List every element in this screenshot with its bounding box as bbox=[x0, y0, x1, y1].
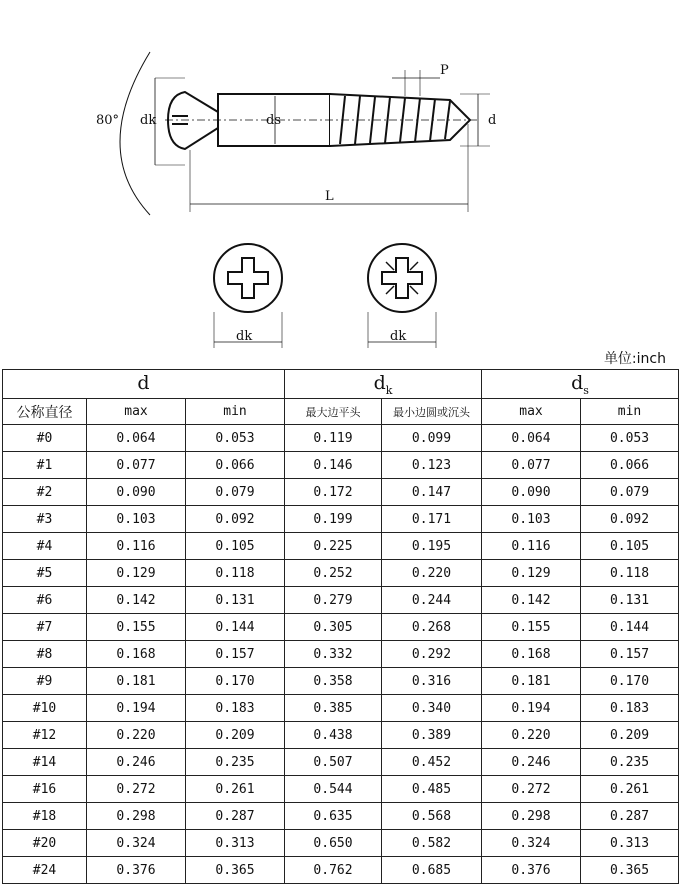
screw-head bbox=[168, 92, 218, 149]
cell-d-max: 0.181 bbox=[87, 668, 186, 695]
cell-d-max: 0.103 bbox=[87, 506, 186, 533]
cell-dk-round: 0.147 bbox=[382, 479, 482, 506]
cell-nominal-diameter: #7 bbox=[3, 614, 87, 641]
cell-d-max: 0.376 bbox=[87, 857, 186, 884]
cell-ds-min: 0.170 bbox=[581, 668, 679, 695]
cell-dk-round: 0.389 bbox=[382, 722, 482, 749]
cell-ds-max: 0.090 bbox=[482, 479, 581, 506]
p-label: P bbox=[440, 63, 449, 78]
cell-dk-round: 0.340 bbox=[382, 695, 482, 722]
cell-d-max: 0.116 bbox=[87, 533, 186, 560]
dk-label-front1: dk bbox=[236, 329, 253, 344]
group-header-d: d bbox=[3, 370, 285, 399]
cell-ds-min: 0.313 bbox=[581, 830, 679, 857]
cell-ds-min: 0.092 bbox=[581, 506, 679, 533]
cell-ds-min: 0.157 bbox=[581, 641, 679, 668]
cell-dk-round: 0.099 bbox=[382, 425, 482, 452]
cell-dk-flat: 0.305 bbox=[285, 614, 382, 641]
group-header-dk: $d_k$ bbox=[285, 370, 482, 399]
cell-nominal-diameter: #9 bbox=[3, 668, 87, 695]
cell-nominal-diameter: #20 bbox=[3, 830, 87, 857]
cell-dk-flat: 0.762 bbox=[285, 857, 382, 884]
cell-d-max: 0.168 bbox=[87, 641, 186, 668]
table-row bbox=[3, 749, 679, 776]
cell-nominal-diameter: #10 bbox=[3, 695, 87, 722]
table-row bbox=[3, 614, 679, 641]
cell-ds-max: 0.324 bbox=[482, 830, 581, 857]
cell-d-min: 0.118 bbox=[186, 560, 285, 587]
cell-ds-min: 0.144 bbox=[581, 614, 679, 641]
cell-nominal-diameter: #0 bbox=[3, 425, 87, 452]
cell-d-min: 0.105 bbox=[186, 533, 285, 560]
table-row bbox=[3, 776, 679, 803]
cell-ds-max: 0.220 bbox=[482, 722, 581, 749]
table-row bbox=[3, 506, 679, 533]
table-row bbox=[3, 695, 679, 722]
cell-dk-round: 0.220 bbox=[382, 560, 482, 587]
cell-ds-min: 0.209 bbox=[581, 722, 679, 749]
table-row bbox=[3, 533, 679, 560]
table-row bbox=[3, 641, 679, 668]
cell-ds-min: 0.287 bbox=[581, 803, 679, 830]
ds-label: ds bbox=[266, 113, 281, 128]
dimension-table bbox=[2, 369, 679, 884]
cell-nominal-diameter: #2 bbox=[3, 479, 87, 506]
table-row bbox=[3, 425, 679, 452]
cell-ds-max: 0.129 bbox=[482, 560, 581, 587]
cell-dk-round: 0.268 bbox=[382, 614, 482, 641]
front-view-phillips bbox=[214, 244, 282, 312]
table-row bbox=[3, 452, 679, 479]
cell-d-max: 0.142 bbox=[87, 587, 186, 614]
unit-label: 单位:inch bbox=[603, 351, 666, 367]
cell-dk-round: 0.244 bbox=[382, 587, 482, 614]
angle-arc bbox=[120, 52, 150, 215]
cell-d-max: 0.155 bbox=[87, 614, 186, 641]
cell-d-max: 0.246 bbox=[87, 749, 186, 776]
cell-ds-max: 0.194 bbox=[482, 695, 581, 722]
front-view-pozidriv bbox=[368, 244, 436, 312]
cell-dk-flat: 0.635 bbox=[285, 803, 382, 830]
table-row bbox=[3, 560, 679, 587]
cell-d-max: 0.194 bbox=[87, 695, 186, 722]
cell-ds-min: 0.105 bbox=[581, 533, 679, 560]
cell-ds-max: 0.155 bbox=[482, 614, 581, 641]
cell-nominal-diameter: #24 bbox=[3, 857, 87, 884]
cell-nominal-diameter: #16 bbox=[3, 776, 87, 803]
cell-ds-max: 0.103 bbox=[482, 506, 581, 533]
cell-nominal-diameter: #8 bbox=[3, 641, 87, 668]
dk-label-front2: dk bbox=[390, 329, 407, 344]
cell-dk-flat: 0.507 bbox=[285, 749, 382, 776]
cell-d-max: 0.090 bbox=[87, 479, 186, 506]
table-row bbox=[3, 722, 679, 749]
cell-d-min: 0.365 bbox=[186, 857, 285, 884]
cell-d-min: 0.066 bbox=[186, 452, 285, 479]
cell-dk-flat: 0.438 bbox=[285, 722, 382, 749]
table-row bbox=[3, 857, 679, 884]
cell-d-min: 0.079 bbox=[186, 479, 285, 506]
cell-d-min: 0.235 bbox=[186, 749, 285, 776]
cell-ds-max: 0.246 bbox=[482, 749, 581, 776]
col-header-d-max: max bbox=[87, 399, 186, 425]
cell-d-min: 0.209 bbox=[186, 722, 285, 749]
cell-ds-max: 0.077 bbox=[482, 452, 581, 479]
cell-d-min: 0.183 bbox=[186, 695, 285, 722]
cell-dk-round: 0.582 bbox=[382, 830, 482, 857]
cell-dk-flat: 0.146 bbox=[285, 452, 382, 479]
cell-d-max: 0.064 bbox=[87, 425, 186, 452]
cell-dk-flat: 0.385 bbox=[285, 695, 382, 722]
col-header-dk-round: 最小边圆或沉头 bbox=[382, 399, 482, 425]
cell-dk-round: 0.685 bbox=[382, 857, 482, 884]
cell-dk-round: 0.485 bbox=[382, 776, 482, 803]
cell-nominal-diameter: #12 bbox=[3, 722, 87, 749]
cell-ds-max: 0.142 bbox=[482, 587, 581, 614]
cell-d-max: 0.298 bbox=[87, 803, 186, 830]
cell-nominal-diameter: #1 bbox=[3, 452, 87, 479]
cell-ds-min: 0.131 bbox=[581, 587, 679, 614]
cell-nominal-diameter: #18 bbox=[3, 803, 87, 830]
cell-ds-min: 0.261 bbox=[581, 776, 679, 803]
cell-d-min: 0.157 bbox=[186, 641, 285, 668]
cell-dk-round: 0.195 bbox=[382, 533, 482, 560]
cell-d-min: 0.313 bbox=[186, 830, 285, 857]
cell-dk-round: 0.316 bbox=[382, 668, 482, 695]
dk-label: dk bbox=[140, 113, 157, 128]
cell-ds-min: 0.183 bbox=[581, 695, 679, 722]
cell-ds-min: 0.118 bbox=[581, 560, 679, 587]
group-header-ds: $d_s$ bbox=[482, 370, 679, 399]
cell-d-min: 0.053 bbox=[186, 425, 285, 452]
cell-ds-max: 0.064 bbox=[482, 425, 581, 452]
cell-d-max: 0.077 bbox=[87, 452, 186, 479]
d-label: d bbox=[488, 113, 497, 128]
cell-ds-min: 0.079 bbox=[581, 479, 679, 506]
cell-dk-round: 0.171 bbox=[382, 506, 482, 533]
l-label: L bbox=[325, 189, 334, 204]
cell-ds-max: 0.181 bbox=[482, 668, 581, 695]
cell-dk-flat: 0.650 bbox=[285, 830, 382, 857]
table-row bbox=[3, 830, 679, 857]
col-header-d-min: min bbox=[186, 399, 285, 425]
col-header-ds-min: min bbox=[581, 399, 679, 425]
cell-d-min: 0.287 bbox=[186, 803, 285, 830]
cell-nominal-diameter: #5 bbox=[3, 560, 87, 587]
cell-dk-flat: 0.544 bbox=[285, 776, 382, 803]
cell-d-min: 0.144 bbox=[186, 614, 285, 641]
cell-dk-flat: 0.279 bbox=[285, 587, 382, 614]
cell-dk-round: 0.123 bbox=[382, 452, 482, 479]
col-header-nominal-diameter: 公称直径 bbox=[3, 399, 87, 425]
cell-d-min: 0.092 bbox=[186, 506, 285, 533]
table-body bbox=[3, 425, 679, 884]
cell-dk-flat: 0.252 bbox=[285, 560, 382, 587]
cell-dk-flat: 0.172 bbox=[285, 479, 382, 506]
cell-dk-round: 0.568 bbox=[382, 803, 482, 830]
cell-dk-round: 0.292 bbox=[382, 641, 482, 668]
cell-dk-round: 0.452 bbox=[382, 749, 482, 776]
cell-ds-min: 0.053 bbox=[581, 425, 679, 452]
cell-ds-max: 0.272 bbox=[482, 776, 581, 803]
screw-technical-drawing bbox=[0, 0, 680, 360]
cell-dk-flat: 0.358 bbox=[285, 668, 382, 695]
cell-d-min: 0.131 bbox=[186, 587, 285, 614]
cell-ds-min: 0.365 bbox=[581, 857, 679, 884]
cell-dk-flat: 0.225 bbox=[285, 533, 382, 560]
cell-ds-min: 0.235 bbox=[581, 749, 679, 776]
col-header-ds-max: max bbox=[482, 399, 581, 425]
cell-dk-flat: 0.332 bbox=[285, 641, 382, 668]
cell-ds-max: 0.168 bbox=[482, 641, 581, 668]
cell-d-max: 0.220 bbox=[87, 722, 186, 749]
cell-nominal-diameter: #3 bbox=[3, 506, 87, 533]
cell-ds-min: 0.066 bbox=[581, 452, 679, 479]
cell-d-min: 0.170 bbox=[186, 668, 285, 695]
cell-d-max: 0.129 bbox=[87, 560, 186, 587]
col-header-dk-flat: 最大边平头 bbox=[285, 399, 382, 425]
cell-d-max: 0.324 bbox=[87, 830, 186, 857]
cell-dk-flat: 0.199 bbox=[285, 506, 382, 533]
cell-dk-flat: 0.119 bbox=[285, 425, 382, 452]
cell-nominal-diameter: #14 bbox=[3, 749, 87, 776]
cell-d-min: 0.261 bbox=[186, 776, 285, 803]
table-row bbox=[3, 479, 679, 506]
cell-nominal-diameter: #6 bbox=[3, 587, 87, 614]
cell-ds-max: 0.298 bbox=[482, 803, 581, 830]
cell-nominal-diameter: #4 bbox=[3, 533, 87, 560]
cell-ds-max: 0.116 bbox=[482, 533, 581, 560]
cell-ds-max: 0.376 bbox=[482, 857, 581, 884]
table-row bbox=[3, 587, 679, 614]
angle-label: 80° bbox=[96, 113, 120, 128]
table-row bbox=[3, 668, 679, 695]
cell-d-max: 0.272 bbox=[87, 776, 186, 803]
table-row bbox=[3, 803, 679, 830]
